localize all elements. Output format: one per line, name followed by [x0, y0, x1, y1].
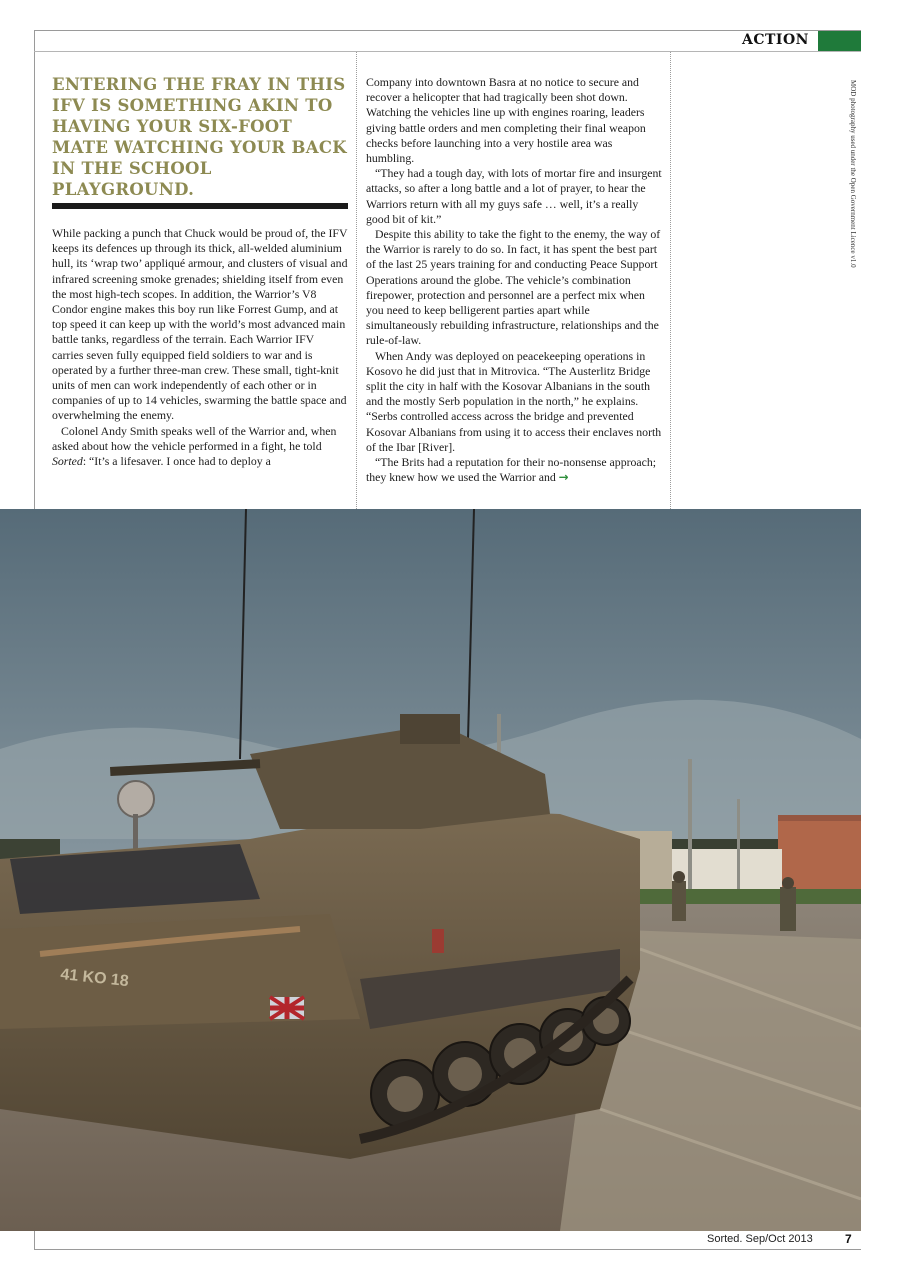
paragraph [52, 424, 348, 470]
arrow-right-icon: → [558, 470, 569, 485]
vehicle-marking: 41 KO 18 [59, 966, 130, 991]
article-column-2 [366, 75, 662, 485]
article-column-1 [52, 226, 348, 469]
page-frame-bottom [34, 1249, 861, 1250]
pull-quote: ENTERING THE FRAY IN THIS IFV IS SOMETHING AKIN TO HAVING YOUR SIX-FOOT MATE WATCHING YOUR BACK IN THE SCHOOL PLAYGROUND. [52, 75, 347, 199]
page-frame-top [34, 30, 861, 31]
paragraph: While packing a punch that Chuck would be proud of, the IFV keeps its defences up through its thick, all-welded aluminium hull, its ‘wrap two’ appliqué armour, and clusters of visual and infrared screening smoke grenades; shielding itself from even the most high-tech scopes. In addition, the Warrior’s V8 Condor engine makes this boy run like Forrest Gump, and at top speed it can keep up with the world’s most advanced main battle tanks, regardless of the terrain. Each Warrior IFV carries seven fully equipped field soldiers to war and is operated by a further three-man crew. These small, tight-knit units of men can work independently of each other or in companies of up to 14 vehicles, swarming the battle space and overwhelming the enemy. [52, 226, 348, 423]
photo-illustration [0, 509, 861, 1231]
publication-name: Sorted [52, 454, 83, 469]
publication-issue: Sorted. Sep/Oct 2013 [707, 1233, 813, 1245]
paragraph-text: “The Brits had a reputation for their no-nonsense approach; they knew how we used the Warrior and [366, 455, 657, 485]
column-divider [356, 52, 358, 509]
page-number: 7 [845, 1232, 852, 1246]
paragraph: “They had a tough day, with lots of mortar fire and insurgent attacks, so after a long battle and a lot of prayer, to hear the Warriors return with all my guys safe … well, it’s a really good bit of kit.” [366, 166, 662, 226]
section-label: ACTION [742, 32, 809, 48]
photo-credit: MOD photography used under the Open Government Licence v1.0 [849, 80, 857, 268]
warrior-ifv-photo [0, 509, 861, 1231]
paragraph [366, 455, 662, 485]
header-rule [34, 51, 861, 52]
section-color-tab [818, 31, 861, 51]
paragraph: Despite this ability to take the fight to the enemy, the way of the Warrior is rarely to do so. In fact, it has spent the best part of the last 25 years training for and conducting Peace Support Operations around the globe. The vehicle’s combination firepower, protection and personnel are a perfect mix when you need to keep belligerent parties apart while simultaneously rebuilding infrastructure, relationships and the rule-of-law. [366, 227, 661, 348]
paragraph: Company into downtown Basra at no notice to secure and recover a helicopter that had tragically been shot down. Watching the vehicles line up with engines roaring, leaders giving battle orders and men completing their final weapon checks before launching into a very hostile area was humbling. [366, 75, 646, 166]
paragraph-text: : “It’s a lifesaver. I once had to deploy a [82, 454, 271, 469]
column-divider [670, 52, 672, 509]
paragraph-text: Colonel Andy Smith speaks well of the Warrior and, when asked about how the vehicle performed in a fight, he told [52, 423, 337, 453]
paragraph: When Andy was deployed on peacekeeping operations in Kosovo he did just that in Mitrovica. “The Austerlitz Bridge split the city in half with the Kosovar Albanians in the south and the mostly Serb population in the north,” he explains. “Serbs controlled access across the bridge and prevented Kosovar Albanians from using it to access their enclaves north of the Ibar [River]. [366, 348, 662, 454]
pull-quote-rule [52, 203, 348, 209]
